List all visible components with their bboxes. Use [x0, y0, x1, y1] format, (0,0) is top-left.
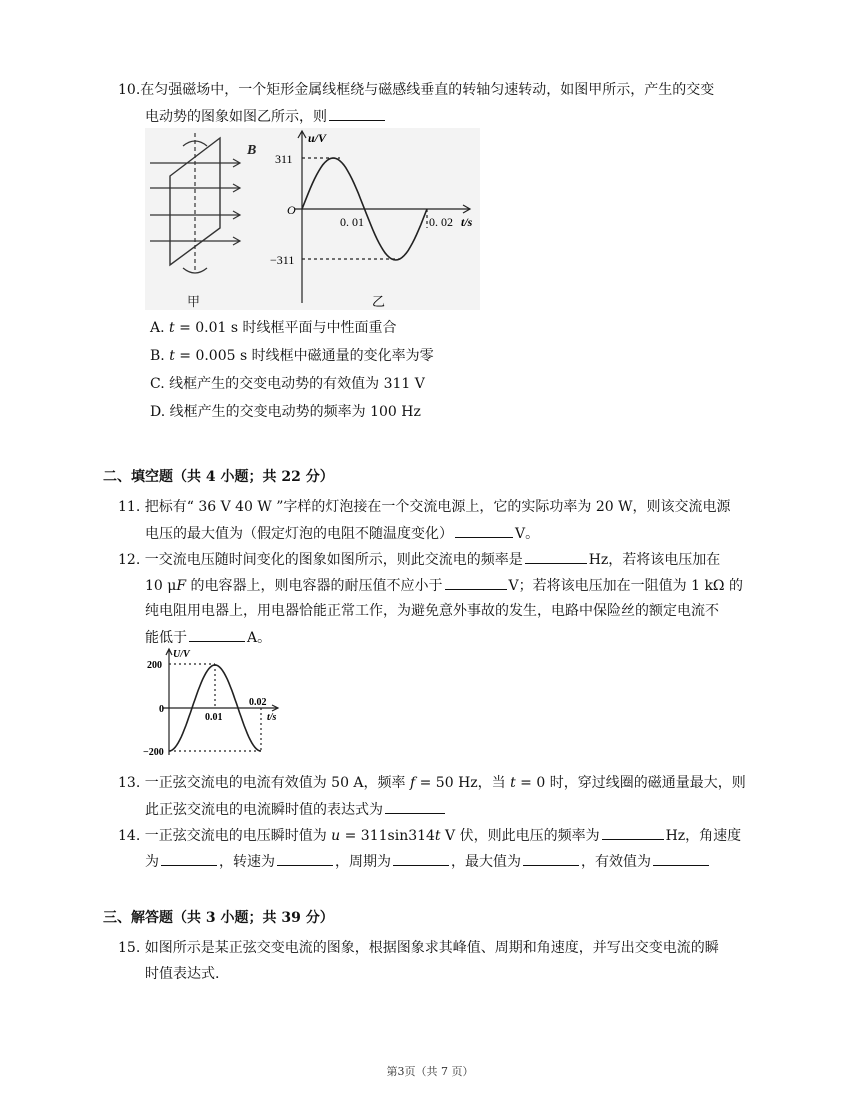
- q10-option-a[interactable]: A. 𝑡 = 0.01 s 时线框平面与中性面重合: [150, 320, 397, 336]
- q12-zero: 0: [159, 704, 164, 715]
- answer-blank[interactable]: [523, 851, 579, 866]
- q12-line-4: 能低于 A。: [145, 627, 271, 648]
- q15-line-1: 15. 如图所示是某正弦交变电流的图象，根据图象求其峰值、周期和角速度，并写出交变电流的瞬: [118, 940, 719, 956]
- q11-line-2: 电压的最大值为（假定灯泡的电阻不随温度变化） V。: [145, 523, 539, 544]
- answer-blank[interactable]: [393, 851, 449, 866]
- q10-option-c[interactable]: C. 线框产生的交变电动势的有效值为 311 V: [150, 376, 425, 392]
- q12-line-1: 12. 一交流电压随时间变化的图象如图所示，则此交流电的频率是 Hz，若将该电压加在: [118, 549, 720, 570]
- q12-line-2: 10 μ𝐹 的电容器上，则电容器的耐压值不应小于 V；若将该电压加在一阻值为 1 kΩ 的: [145, 575, 743, 596]
- q12-line-3: 纯电阻用电器上，用电器恰能正常工作，为避免意外事故的发生，电路中保险丝的额定电流不: [145, 603, 719, 619]
- page-footer: 第3页（共 7 页）: [386, 1065, 474, 1078]
- answer-blank[interactable]: [525, 549, 587, 564]
- q12-xunit: t/s: [267, 712, 277, 723]
- xunit-yi: t/s: [461, 215, 473, 229]
- caption-yi: 乙: [372, 294, 386, 309]
- q13-line-1: 13. 一正弦交流电的电流有效值为 50 A，频率 𝑓 = 50 Hz，当 𝑡 = 0 时，穿过线圈的磁通量最大，则: [118, 775, 746, 791]
- answer-blank[interactable]: [189, 627, 245, 642]
- q10-line-2: 电动势的图象如图乙所示，则: [145, 106, 387, 127]
- q10-option-b[interactable]: B. 𝑡 = 0.005 s 时线框中磁通量的变化率为零: [150, 348, 434, 364]
- ymin-yi: −311: [270, 253, 295, 267]
- caption-jia: 甲: [187, 294, 201, 309]
- answer-blank[interactable]: [385, 799, 445, 814]
- answer-blank[interactable]: [653, 851, 709, 866]
- q14-line-2: 为 ，转速为 ，周期为 ，最大值为 ，有效值为: [145, 851, 711, 872]
- tick1-yi: 0. 01: [340, 215, 364, 229]
- ylabel-yi: u/V: [308, 131, 327, 145]
- section-2-title: 二、填空题（共 4 小题；共 22 分）: [103, 469, 334, 485]
- label-B: B: [247, 143, 257, 158]
- figure-jia: [145, 128, 280, 310]
- q11-line-1: 11. 把标有“ 36 V 40 W ”字样的灯泡接在一个交流电源上，它的实际功率为 20 W，则该交流电源: [118, 499, 731, 515]
- q12-ymax: 200: [147, 660, 162, 671]
- q10-option-d[interactable]: D. 线框产生的交变电动势的频率为 100 Hz: [150, 404, 421, 420]
- q10-line-1: 10.在匀强磁场中，一个矩形金属线框绕与磁感线垂直的转轴匀速转动，如图甲所示，产生的交变: [118, 82, 715, 98]
- answer-blank[interactable]: [602, 825, 664, 840]
- q15-line-2: 时值表达式.: [145, 966, 220, 982]
- figure-yi: [270, 128, 480, 310]
- origin-yi: O: [287, 203, 296, 217]
- q12-ymin: −200: [143, 747, 164, 758]
- answer-blank[interactable]: [277, 851, 333, 866]
- q12-figure: [143, 647, 283, 759]
- answer-blank[interactable]: [445, 575, 507, 590]
- q12-tick1: 0.01: [205, 712, 223, 723]
- answer-blank[interactable]: [455, 523, 513, 538]
- answer-blank[interactable]: [329, 106, 385, 121]
- q13-line-2: 此正弦交流电的电流瞬时值的表达式为: [145, 799, 447, 820]
- q12-ylabel: U/V: [173, 649, 190, 660]
- tick2-yi: 0. 02: [429, 215, 453, 229]
- ymax-yi: 311: [275, 152, 293, 166]
- q12-tick2: 0.02: [249, 697, 267, 708]
- q14-line-1: 14. 一正弦交流电的电压瞬时值为 𝑢 = 311sin314𝑡 V 伏，则此电压的频率为 Hz，角速度: [118, 825, 741, 846]
- answer-blank[interactable]: [161, 851, 217, 866]
- section-3-title: 三、解答题（共 3 小题；共 39 分）: [103, 910, 334, 926]
